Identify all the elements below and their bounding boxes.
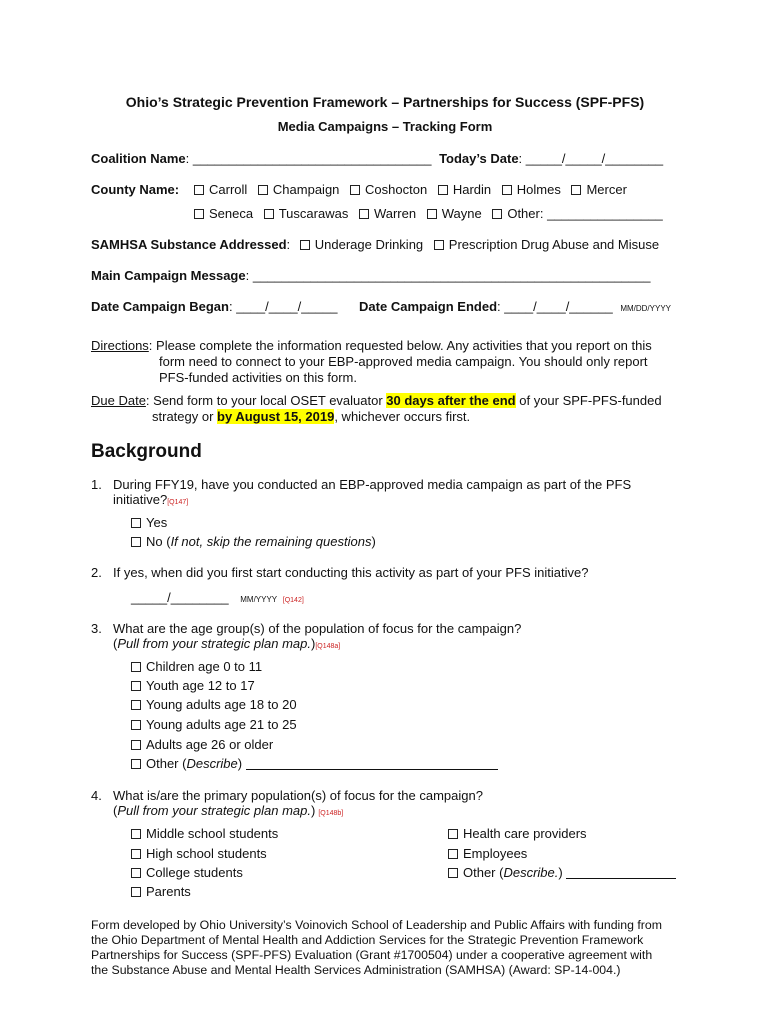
coalition-label: Coalition Name [91, 151, 186, 166]
samhsa-option-underage-drinking[interactable]: Underage Drinking [300, 237, 423, 252]
checkbox-icon[interactable] [448, 829, 458, 839]
samhsa-row: SAMHSA Substance Addressed: Underage Drinking Prescription Drug Abuse and Misuse [91, 237, 660, 252]
checkbox-icon[interactable] [131, 537, 141, 547]
checkbox-icon[interactable] [264, 209, 274, 219]
directions-label: Directions [91, 338, 149, 353]
q3-option-children[interactable]: Children age 0 to 11 [131, 659, 262, 675]
q3-option-young-adults-21-25[interactable]: Young adults age 21 to 25 [131, 717, 297, 733]
checkbox-icon[interactable] [194, 185, 204, 195]
q1-text-line1: During FFY19, have you conducted an EBP-approved media campaign as part of the PFS [113, 477, 632, 492]
q3-ref: [Q148a] [315, 643, 341, 650]
checkbox-icon[interactable] [300, 240, 310, 250]
coalition-name-field[interactable]: : _________________________________ [185, 151, 432, 166]
county-option-champaign[interactable]: Champaign [258, 182, 340, 197]
checkbox-icon[interactable] [258, 185, 268, 195]
checkbox-icon[interactable] [194, 209, 204, 219]
q3-option-adults-26[interactable]: Adults age 26 or older [131, 737, 273, 753]
q2-number: 2. [91, 565, 102, 580]
campaign-dates-row [91, 299, 671, 317]
checkbox-icon[interactable] [131, 518, 141, 528]
county-option-wayne[interactable]: Wayne [427, 206, 482, 221]
checkbox-icon[interactable] [350, 185, 360, 195]
q3-other-describe-field[interactable] [246, 758, 498, 770]
date-ended-label: Date Campaign Ended [359, 299, 498, 314]
checkbox-icon[interactable] [131, 887, 141, 897]
q4-text-line2: (Pull from your strategic plan map.) [Q148b] [113, 803, 344, 818]
samhsa-label: SAMHSA Substance Addressed [91, 237, 287, 252]
q4-option-health-care[interactable]: Health care providers [448, 826, 587, 842]
form-subtitle: Media Campaigns – Tracking Form [277, 119, 493, 134]
county-option-other[interactable]: Other: ________________ [492, 206, 662, 221]
background-heading: Background [91, 441, 202, 462]
todays-date-label: Today’s Date [439, 151, 519, 166]
checkbox-icon[interactable] [492, 209, 502, 219]
q2-text: If yes, when did you first start conducting this activity as part of your PFS initiative? [113, 565, 589, 580]
q4-other-describe-field[interactable] [566, 867, 676, 879]
county-option-hardin[interactable]: Hardin [438, 182, 491, 197]
date-ended-field[interactable]: : ____/____/______ [497, 299, 613, 314]
checkbox-icon[interactable] [502, 185, 512, 195]
main-message-field[interactable]: : _______________________________________________________ [245, 268, 651, 283]
directions-line1: Directions: Please complete the information requested below. Any activities that you report on this [91, 338, 652, 353]
main-message-row [91, 268, 650, 284]
due-date-line1: Due Date: Send form to your local OSET evaluator 30 days after the end of your SPF-PFS-funded [91, 393, 662, 408]
due-date-label: Due Date [91, 393, 146, 408]
q4-option-parents[interactable]: Parents [131, 884, 191, 900]
q2-start-date-field[interactable]: _____/________ [131, 590, 229, 605]
checkbox-icon[interactable] [131, 662, 141, 672]
checkbox-icon[interactable] [131, 759, 141, 769]
q4-option-high-school[interactable]: High school students [131, 846, 267, 862]
directions-line3: PFS-funded activities on this form. [159, 370, 357, 385]
q3-option-youth[interactable]: Youth age 12 to 17 [131, 678, 255, 694]
q1-option-yes[interactable]: Yes [131, 515, 167, 531]
county-option-coshocton[interactable]: Coshocton [350, 182, 427, 197]
checkbox-icon[interactable] [434, 240, 444, 250]
q1-number: 1. [91, 477, 102, 492]
footer-line3: Partnerships for Success (SPF-PFS) Evaluation (Grant #1700504) under a cooperative agreement with [91, 948, 653, 962]
county-option-carroll[interactable]: Carroll [194, 182, 247, 197]
q2-format-hint: MM/YYYY [240, 595, 278, 604]
due-date-line2: strategy or by August 15, 2019, whichever occurs first. [152, 409, 471, 424]
county-options-row1 [194, 182, 634, 198]
county-option-mercer[interactable]: Mercer [571, 182, 626, 197]
q3-text-line2: (Pull from your strategic plan map.)[Q148a] [113, 636, 341, 651]
date-began-field[interactable]: : ____/____/_____ [228, 299, 338, 314]
checkbox-icon[interactable] [438, 185, 448, 195]
coalition-row [91, 151, 663, 167]
county-option-holmes[interactable]: Holmes [502, 182, 561, 197]
q4-option-college[interactable]: College students [131, 865, 243, 881]
checkbox-icon[interactable] [131, 700, 141, 710]
footer-line1: Form developed by Ohio University’s Voinovich School of Leadership and Public Affairs with funding from [91, 918, 662, 932]
checkbox-icon[interactable] [131, 868, 141, 878]
todays-date-field[interactable]: : _____/_____/________ [518, 151, 664, 166]
q4-option-employees[interactable]: Employees [448, 846, 527, 862]
q1-option-no[interactable]: No (If not, skip the remaining questions) [131, 534, 376, 550]
q2-answer-row [131, 590, 304, 609]
county-label: County Name: [91, 182, 180, 197]
q4-number: 4. [91, 788, 102, 803]
q3-text-line1: What are the age group(s) of the population of focus for the campaign? [113, 621, 522, 636]
q4-option-other[interactable]: Other (Describe.) [448, 865, 676, 881]
q2-ref: [Q142] [282, 597, 304, 604]
q3-number: 3. [91, 621, 102, 636]
samhsa-option-prescription-drug[interactable]: Prescription Drug Abuse and Misuse [434, 237, 659, 252]
checkbox-icon[interactable] [448, 868, 458, 878]
checkbox-icon[interactable] [571, 185, 581, 195]
county-options-row2 [194, 206, 670, 222]
county-option-warren[interactable]: Warren [359, 206, 416, 221]
q1-ref: [Q147] [167, 499, 189, 506]
checkbox-icon[interactable] [131, 720, 141, 730]
date-began-label: Date Campaign Began [91, 299, 229, 314]
q4-ref: [Q148b] [318, 810, 344, 817]
q4-option-middle-school[interactable]: Middle school students [131, 826, 278, 842]
due-highlight-deadline: by August 15, 2019 [217, 409, 335, 424]
date-format-hint: MM/DD/YYYY [620, 304, 671, 313]
form-title: Ohio’s Strategic Prevention Framework – Partnerships for Success (SPF-PFS) [125, 94, 645, 110]
checkbox-icon[interactable] [427, 209, 437, 219]
county-option-seneca[interactable]: Seneca [194, 206, 253, 221]
main-message-label: Main Campaign Message [91, 268, 246, 283]
county-option-tuscarawas[interactable]: Tuscarawas [264, 206, 349, 221]
footer-line2: the Ohio Department of Mental Health and Addiction Services for the Strategic Prevention Framework [91, 933, 644, 947]
checkbox-icon[interactable] [448, 849, 458, 859]
q3-option-young-adults-18-20[interactable]: Young adults age 18 to 20 [131, 697, 297, 713]
due-highlight-30-days: 30 days after the end [386, 393, 516, 408]
q1-text-line2: initiative?[Q147] [113, 492, 189, 507]
q4-text-line1: What is/are the primary population(s) of focus for the campaign? [113, 788, 483, 803]
checkbox-icon[interactable] [131, 829, 141, 839]
directions-line2: form need to connect to your EBP-approved media campaign. You should only report [159, 354, 648, 369]
checkbox-icon[interactable] [131, 740, 141, 750]
checkbox-icon[interactable] [359, 209, 369, 219]
checkbox-icon[interactable] [131, 849, 141, 859]
q3-option-other[interactable]: Other (Describe) [131, 756, 498, 772]
checkbox-icon[interactable] [131, 681, 141, 691]
footer-line4: the Substance Abuse and Mental Health Services Administration (SAMHSA) (Award: SP-14-004.) [91, 963, 621, 977]
